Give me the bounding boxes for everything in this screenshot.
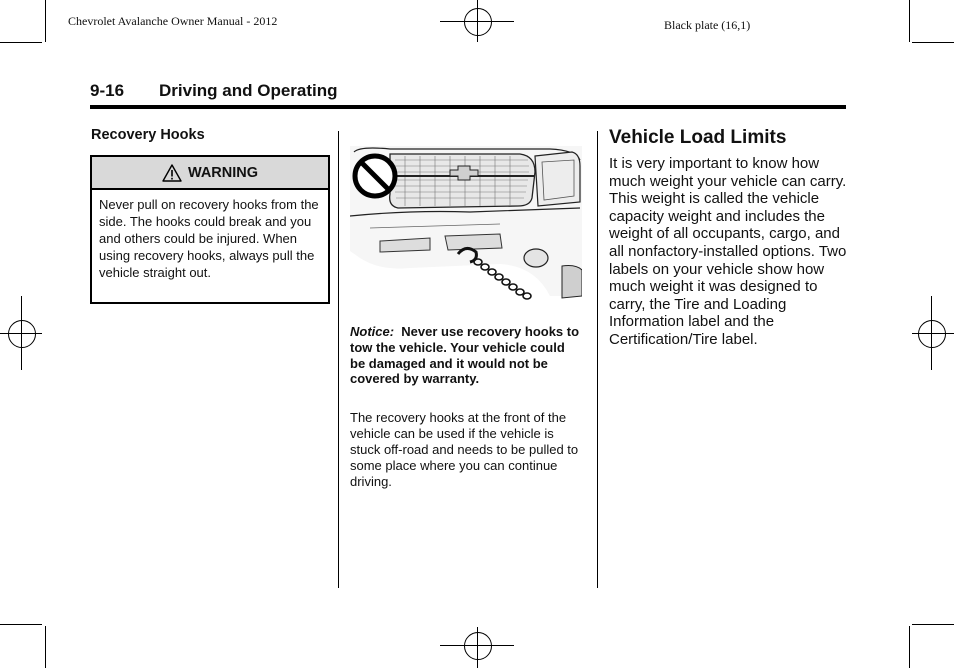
- prohibited-circle-icon: [355, 156, 395, 196]
- notice-paragraph: [350, 324, 580, 387]
- plate-label: Black plate (16,1): [664, 18, 751, 32]
- column-divider: [338, 131, 339, 588]
- crop-mark: [45, 0, 46, 42]
- crop-mark: [0, 42, 42, 43]
- crop-mark: [912, 624, 954, 625]
- vehicle-load-limits-body: It is very important to know how much weight your vehicle can carry. This weight is called the vehicle capacity weight and includes the weight of all occupants, cargo, and all nonfactory-installed options. Two labels on your vehicle show how much weight it was designed to carry, the Tire and Loading Information label and the Certification/Tire label.: [609, 155, 847, 348]
- page-heading: [90, 81, 846, 109]
- warning-triangle-icon: [162, 164, 182, 182]
- crop-mark: [45, 626, 46, 668]
- crop-mark: [0, 624, 42, 625]
- section-title: Driving and Operating: [159, 81, 338, 100]
- notice-label: Notice:: [350, 324, 395, 339]
- crop-mark: [912, 42, 954, 43]
- recovery-hooks-heading: Recovery Hooks: [91, 127, 205, 143]
- notice-text: Never use recovery hooks to tow the vehicle. Your vehicle could be damaged and it would not be covered by warranty.: [350, 324, 580, 387]
- recovery-hook-illustration: [350, 146, 582, 304]
- page-number: 9-16: [90, 81, 125, 100]
- vehicle-load-limits-heading: Vehicle Load Limits: [609, 127, 787, 148]
- warning-box: [90, 155, 330, 304]
- warning-text: Never pull on recovery hooks from the side. The hooks could break and you and others could be injured. When using recovery hooks, always pull the vehicle straight out.: [99, 197, 319, 280]
- warning-title: WARNING: [187, 164, 259, 181]
- recovery-hooks-body: The recovery hooks at the front of the vehicle can be used if the vehicle is stuck off-road and needs to be pulled to some place where you can continue driving.: [350, 410, 579, 489]
- crop-mark: [909, 626, 910, 668]
- crop-mark: [909, 0, 910, 42]
- warning-title-bar: [92, 157, 328, 190]
- column-divider: [597, 131, 598, 588]
- document-title: Chevrolet Avalanche Owner Manual - 2012: [68, 14, 278, 28]
